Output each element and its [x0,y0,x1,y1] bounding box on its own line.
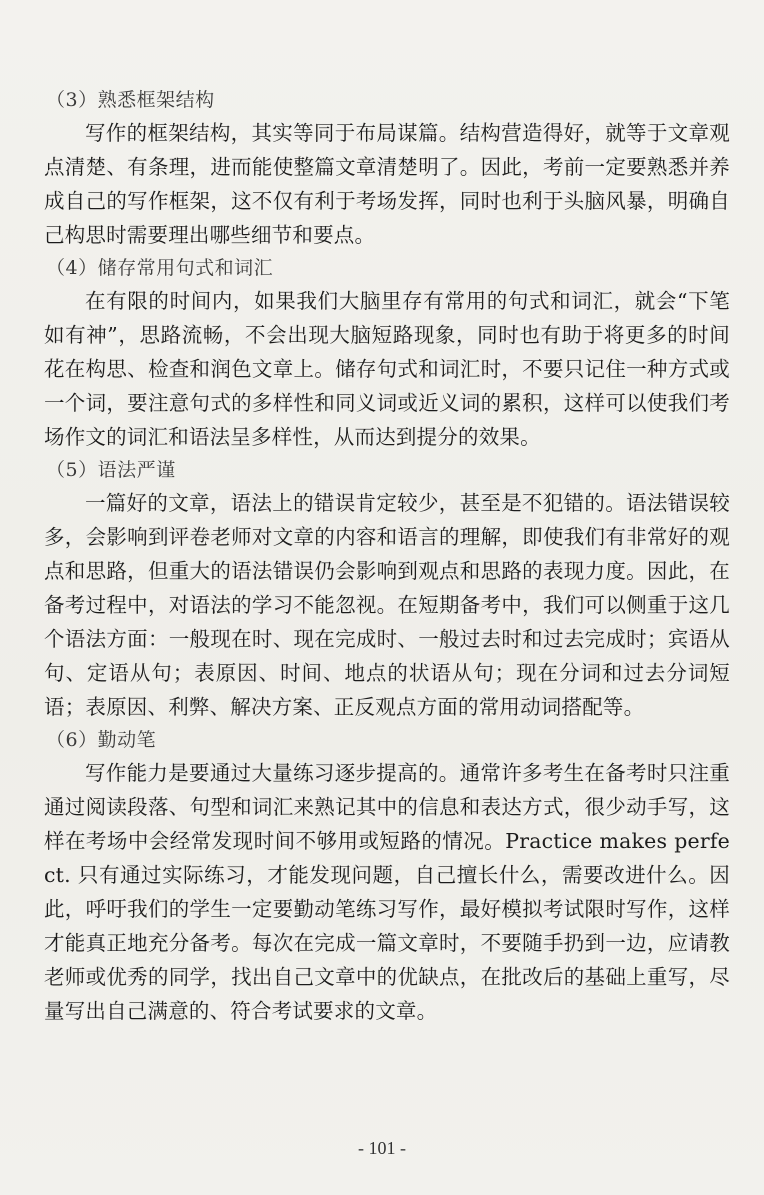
section-heading: （3）熟悉框架结构 [46,89,215,111]
section-paragraph: 写作能力是要通过大量练习逐步提高的。通常许多考生在备考时只注重通过阅读段落、句型和词汇来熟记其中的信息和表达方式，很少动手写，这样在考场中会经常发现时间不够用或短路的情况。Practice makes perfect. 只有通过实际练习，才能发现问题，自己擅长什么，需要改进什么。因此，呼吁我们的学生一定要勤动笔练习写作，最好模拟考试限时写作，这样才能真正地充分备考。每次在完成一篇文章时，不要随手扔到一边，应请教老师或优秀的同学，找出自己文章中的优缺点，在批改后的基础上重写，尽量写出自己满意的、符合考试要求的文章。 [44,761,730,1023]
page-number: - 101 - [358,1138,406,1158]
section-paragraph: 一篇好的文章，语法上的错误肯定较少，甚至是不犯错的。语法错误较多，会影响到评卷老师对文章的内容和语言的理解，即使我们有非常好的观点和思路，但重大的语法错误仍会影响到观点和思路的表现力度。因此，在备考过程中，对语法的学习不能忽视。在短期备考中，我们可以侧重于这几个语法方面：一般现在时、现在完成时、一般过去时和过去完成时；宾语从句、定语从句；表原因、时间、地点的状语从句；现在分词和过去分词短语；表原因、利弊、解决方案、正反观点方面的常用动词搭配等。 [44,491,730,719]
section-paragraph: 在有限的时间内，如果我们大脑里存有常用的句式和词汇，就会“下笔如有神”，思路流畅，不会出现大脑短路现象，同时也有助于将更多的时间花在构思、检查和润色文章上。储存句式和词汇时，不要只记住一种方式或一个词，要注意句式的多样性和同义词或近义词的累积，这样可以使我们考场作文的词汇和语法呈多样性，从而达到提分的效果。 [44,289,730,449]
section-paragraph: 写作的框架结构，其实等同于布局谋篇。结构营造得好，就等于文章观点清楚、有条理，进而能使整篇文章清楚明了。因此，考前一定要熟悉并养成自己的写作框架，这不仅有利于考场发挥，同时也利于头脑风暴，明确自己构思时需要理出哪些细节和要点。 [44,121,730,247]
page-content [44,84,730,1028]
section-practice [44,724,730,1028]
section-vocabulary [44,252,730,454]
section-heading: （5）语法严谨 [46,459,176,481]
section-grammar [44,454,730,724]
section-framework [44,84,730,252]
section-heading: （6）勤动笔 [46,729,157,751]
section-heading: （4）储存常用句式和词汇 [46,257,274,279]
